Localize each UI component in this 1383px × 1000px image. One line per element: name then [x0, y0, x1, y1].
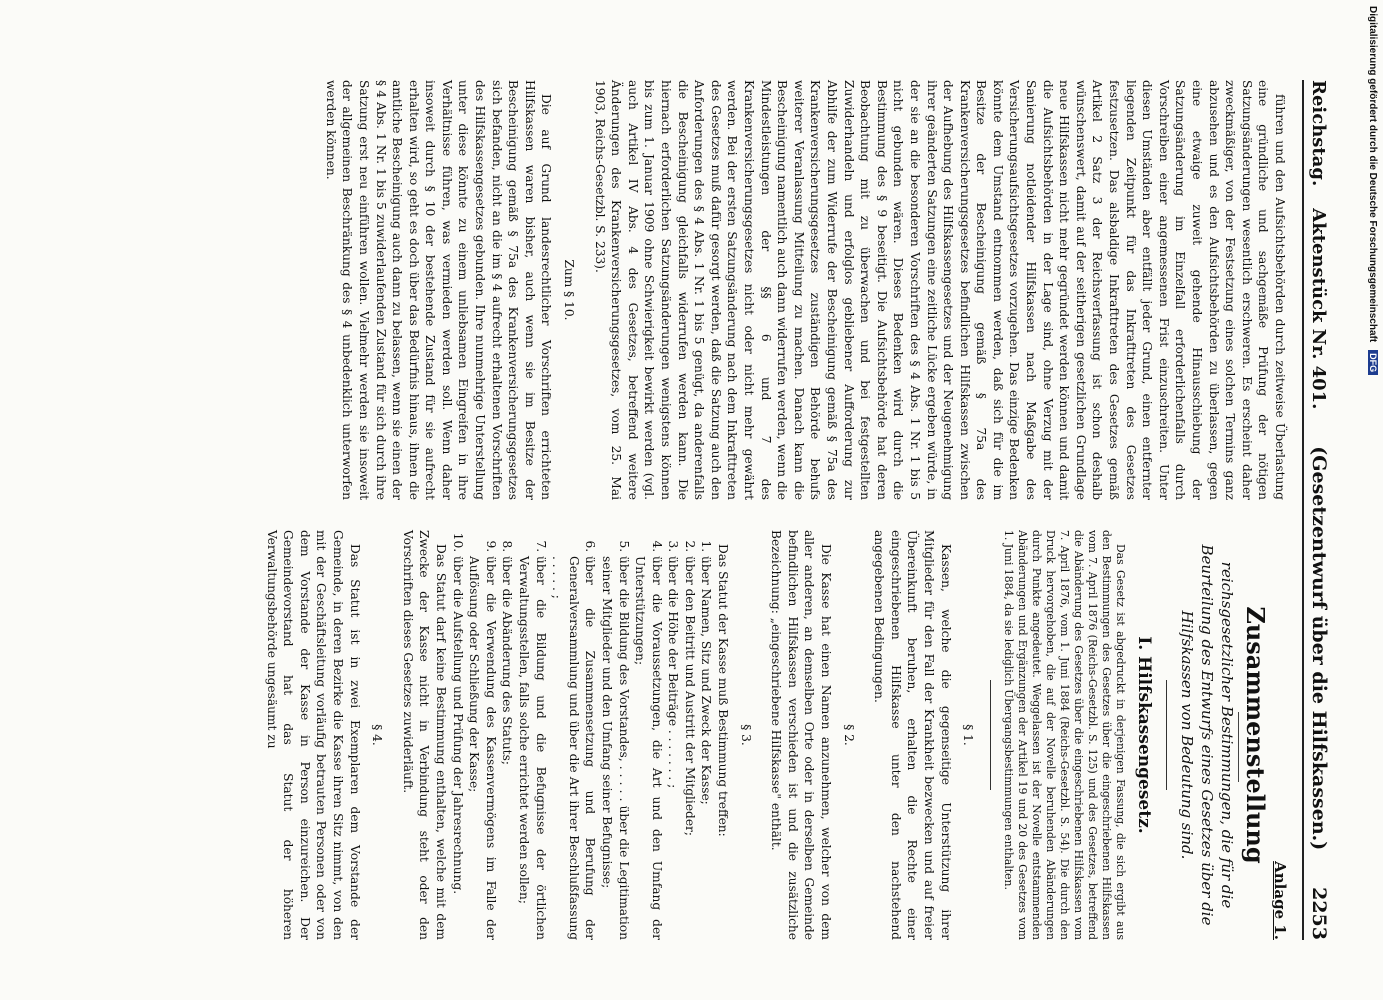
- page-number: 2253: [1308, 887, 1330, 940]
- para-3-intro: Das Statut der Kasse muß Bestimmung treffen:: [716, 544, 731, 837]
- para-3-outro: Das Statut darf keine Bestimmung enthalten, welche mit dem Zwecke der Kasse nicht in Verbindung steht oder den Vorschriften dieses Gesetzes zuwiderläuft.: [400, 530, 448, 940]
- list-item: 2. über den Beitritt und Austritt der Mitglieder;: [681, 556, 698, 940]
- para-3-heading: § 3.: [738, 724, 753, 746]
- document-title: Zusammenstellung: [1241, 606, 1271, 864]
- right-column: [263, 530, 1288, 940]
- para-1-text: Kassen, welche die gegenseitige Unterstützung ihrer Mitglieder für den Fall der Krankheit bezwecken und auf freier Übereinkunft beruhen, erhalten die Rechte einer eingeschriebenen Hilfskasse unter den nachstehend angegebenen Bedingungen.: [872, 530, 953, 940]
- header-reichstag: Reichstag.: [1308, 80, 1329, 187]
- list-item: 8. über die Abänderung des Statuts;: [499, 556, 516, 940]
- section-note: Das Gesetz ist abgedruckt in derjenigen Fassung, die sich ergibt aus den Bestimmungen des Gesetzes über die eingeschriebenen Hilfskassen vom 7. April 1876 (Reichs-Gesetzbl. S. 125) und des Gesetzes, betreffend die Abänderung des Gesetzes über die eingeschriebenen Hilfskassen vom 7. April 1876, vom 1. Juni 1884 (Reichs-Gesetzbl. S. 54). Die durch den Druck hervorgehoben, die auf der Novelle beruhenden Abänderungen durch Punkte angedeutet. Weggelassen ist der Novelle entstammenden Abänderungen und Ergänzungen der Artikel 19 und 20 des Gesetzes vom 1. Juni 1884, da sie lediglich Übergangsbestimmungen enthalten.: [1002, 530, 1128, 940]
- para-2-text: Die Kasse hat einen Namen anzunehmen, welcher von dem aller anderen, an demselben Orte oder in derselben Gemeinde befindlichen Hilfskassen verschieden ist und die zusätzliche Bezeichnung: „eingeschriebene Hilfskasse" enthält.: [769, 530, 834, 940]
- para-4-text: Das Statut ist in zwei Exemplaren dem Vorstande der Gemeinde, in deren Bezirke die Kasse ihren Sitz nimmt, von den mit der Geschäftsleitung vorläufig betrauten Personen oder von dem Vorstande der Kasse in Person einzureichen. Der Gemeindevorstand hat das Statut der höheren Verwaltungsbehörde ungesäumt zu: [264, 530, 362, 940]
- para-1-heading: § 1.: [961, 724, 976, 746]
- document-subtitle: reichsgesetzlicher Bestimmungen, die für die Beurteilung des Entwurfs eines Gesetzes über die Hilfskassen von Bedeutung sind.: [1177, 544, 1236, 926]
- left-paragraph-2: Die auf Grund landesrechtlicher Vorschriften errichteten Hilfskassen waren bisher, auch wenn sie im Besitze der Bescheinigung gemäß § 75a des Krankenversicherungsgesetzes sich befanden, nicht an die im § 4 aufrecht erhaltenen Vorschriften des Hilfskassengesetzes gebunden. Ihre nunmehrige Unterstellung unter diese könnte zu einem unliebsamen Eingreifen in ihre Verhältnisse führen, was vermieden werden soll. Wenn daher insoweit durch § 10 der bestehende Zustand für sie aufrecht erhalten wird, so geht es doch über das Bedürfnis hinaus, ihnen die amtliche Bescheinigung auch dann zu belassen, wenn sie einen der § 4 Abs. 1 Nr. 1 bis 5 zuwiderlaufenden Zustand für sich durch ihre Satzung erst neu einführen wollen. Vielmehr werden sie insoweit der allgemeinen Beschränkung des § 4 unbedenklich unterworfen werden können.: [323, 80, 554, 500]
- para-2-heading: § 2.: [841, 724, 856, 746]
- list-item: 6. über die Zusammensetzung und Berufung der Generalversammlung und über die Art ihrer Beschlußfassung . . . . . ;: [549, 556, 599, 940]
- list-item: 1. über Namen, Sitz und Zweck der Kasse;: [698, 556, 715, 940]
- header-doc-number: Aktenstück Nr. 401.: [1308, 208, 1329, 410]
- dfg-logo: DFG: [1368, 350, 1378, 375]
- para-3-list: [449, 530, 715, 940]
- page-header: [1308, 80, 1348, 940]
- left-paragraph-1: führen und den Aufsichtsbehörden durch zeitweise Überlastung eine gründliche und sachgemäße Prüfung der nötigen Satzungsänderungen wesentlich erschweren. Es erscheint daher zweckmäßiger, von der Festsetzung eines solchen Termins ganz abzusehen und es den Aufsichtsbehörden zu überlassen, gegen eine etwaige zuweit gehende Hinausschiebung der Satzungsänderung im Einzelfall erforderlichenfalls durch Vorschreiben einer angemessenen Frist einzuschreiten. Unter diesen Umständen aber entfällt jeder Grund, einen entfernter liegenden Zeitpunkt für das Inkrafttreten des Gesetzes festzusetzen. Das alsbaldige Inkrafttreten des Gesetzes gemäß Artikel 2 Satz 3 der Reichsverfassung ist schon deshalb wünschenswert, damit auf der seitherigen gesetzlichen Grundlage neue Hilfskassen nicht mehr gegründet werden können und damit die Aufsichtsbehörden in der Lage sind, ohne Verzug mit der Sanierung notleidender Hilfskassen nach Maßgabe des Versicherungsaufsichtsgesetzes vorzugehen. Das einzige Bedenken könnte dem Umstand entnommen werden, daß sich für die im Besitze der Bescheinigung gemäß § 75a des Krankenversicherungsgesetzes befindlichen Hilfskassen zwischen der Aufhebung des Hilfskassengesetzes und der Neugenehmigung ihrer geänderten Satzungen eine zeitliche Lücke ergeben würde, in der sie an die besonderen Vorschriften des § 4 Abs. 1 Nr. 1 bis 5 nicht gebunden wären. Dieses Bedenken wird durch die Bestimmung des § 9 beseitigt. Die Aufsichtsbehörde hat deren Beobachtung mit zu überwachen und bei festgestellten Zuwiderhandeln und erfolglos gebliebener Aufforderung zur Abhilfe der zum Widerrufe der Bescheinigung gemäß § 75a des Krankenversicherungsgesetzes zuständigen Behörde behufs weiterer Veranlassung Mitteilung zu machen. Danach kann die Bescheinigung namentlich auch dann widerrufen werden, wenn die Mindestleistungen der §§ 6 und 7 des Krankenversicherungsgesetzes nicht oder nicht mehr gewährt werden. Bei der ersten Satzungsänderung nach dem Inkrafttreten des Gesetzes muß dafür gesorgt werden, daß die Satzung auch den Anforderungen des § 4 Abs. 1 Nr. 1 bis 5 genügt, da anderenfalls die Bescheinigung gleichfalls widerrufen werden kann. Die hiernach erforderlichen Satzungsänderungen wenigstens können bis zum 1. Januar 1909 ohne Schwierigkeit bewirkt werden (vgl. auch Artikel IV Abs. 4 des Gesetzes, betreffend weitere Änderungen des Krankenversicherungsgesetzes, vom 25. Mai 1903, Reichs-Gesetzbl. S. 233).: [592, 80, 1287, 500]
- divider: [990, 680, 991, 790]
- para-4-heading: § 4.: [370, 724, 385, 746]
- header-rule: [1302, 80, 1304, 940]
- margin-line: [1238, 712, 1239, 782]
- list-item: 7. über die Bildung und die Befugnisse der örtlichen Verwaltungsstellen, falls solche errichtet werden sollen;: [515, 556, 548, 940]
- list-item: 4. über die Voraussetzungen, die Art und den Umfang der Unterstützungen;: [632, 556, 665, 940]
- digitization-text: Digitalisierung gefördert durch die Deutsche Forschungsgemeinschaft: [1367, 6, 1379, 343]
- list-item: 10. über die Aufstellung und Prüfung der Jahresrechnung.: [449, 556, 466, 940]
- digitization-note: [1364, 6, 1382, 996]
- list-item: 9. über die Verwendung des Kassenvermögens im Falle der Auflösung oder Schließung der Kasse;: [466, 556, 499, 940]
- divider: [1166, 680, 1167, 790]
- section-title: I. Hilfskassengesetz.: [1133, 636, 1154, 834]
- anlage-label: Anlage 1.: [1271, 861, 1289, 940]
- section-heading-10: Zum § 10.: [562, 259, 577, 321]
- header-title: (Gesetzentwurf über die Hilfskassen.): [1308, 446, 1330, 851]
- list-item: 5. über die Bildung des Vorstandes, . . . . . über die Legitimation seiner Mitglieder und den Umfang seiner Befugnisse;: [598, 556, 631, 940]
- left-column: [322, 80, 1288, 500]
- rotated-page-content: [58, 60, 1348, 960]
- list-item: 3. über die Höhe der Beiträge . . . . . . . ;: [665, 556, 682, 940]
